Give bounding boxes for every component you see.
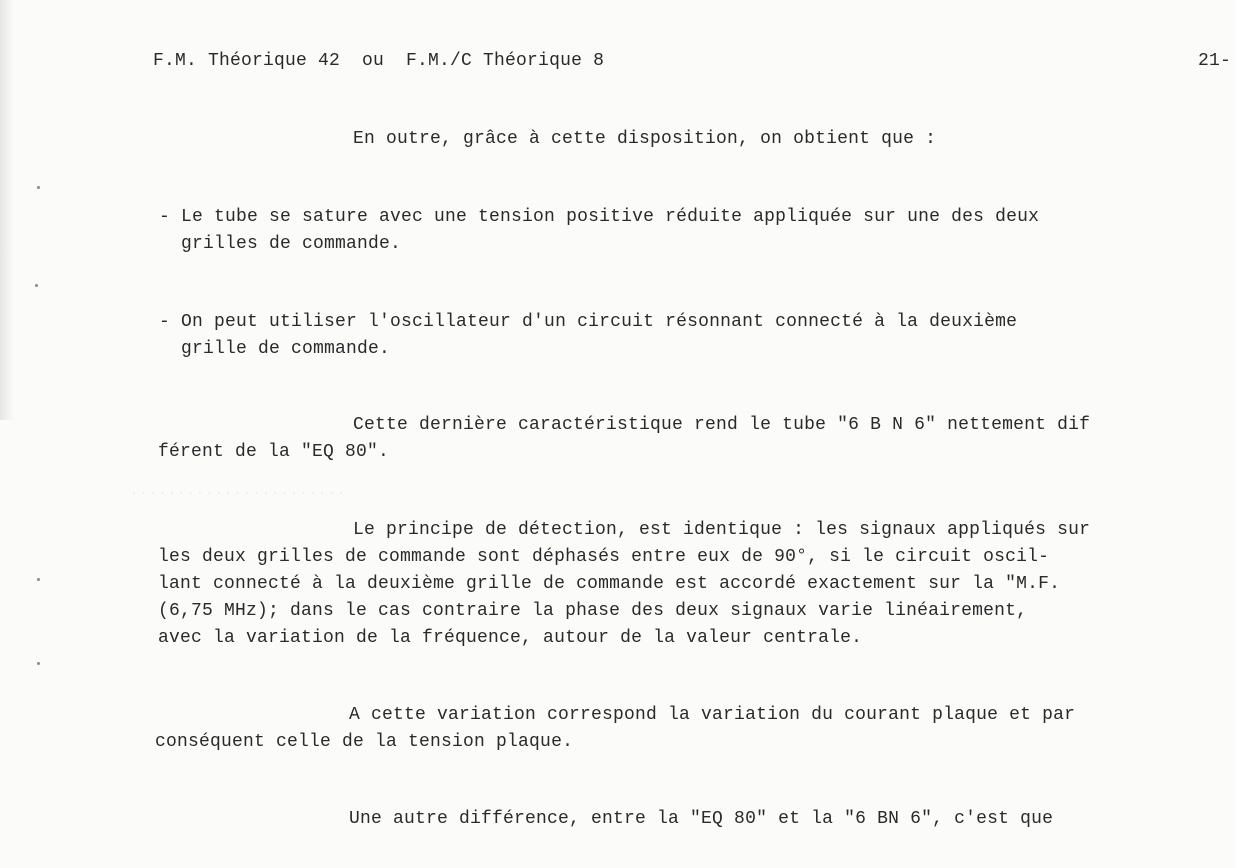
scan-edge-shadow [0, 0, 14, 420]
paragraph-line: A cette variation correspond la variation du courant plaque et par [349, 705, 1076, 725]
bullet-line: grille de commande. [159, 339, 391, 359]
page-number: 21- [1198, 51, 1232, 71]
paragraph-line: lant connecté à la deuxième grille de commande est accordé exactement sur la "M.F. [158, 574, 1061, 594]
scan-speck [37, 578, 40, 581]
bullet-line: - Le tube se sature avec une tension positive réduite appliquée sur une des deux [159, 207, 1040, 227]
paragraph-line: conséquent celle de la tension plaque. [155, 732, 574, 752]
bullet-line: grilles de commande. [159, 234, 402, 254]
paragraph-line: En outre, grâce à cette disposition, on obtient que : [353, 129, 937, 149]
paragraph-line: férent de la "EQ 80". [158, 442, 390, 462]
scan-speck [37, 186, 40, 189]
paragraph-line: Le principe de détection, est identique : les signaux appliqués sur [353, 520, 1091, 540]
paragraph-line: (6,75 MHz); dans le cas contraire la phase des deux signaux varie linéairement, [158, 601, 1028, 621]
paragraph-line: Cette dernière caractéristique rend le tube "6 B N 6" nettement dif [353, 415, 1091, 435]
scan-speck [37, 662, 40, 665]
bullet-line: - On peut utiliser l'oscillateur d'un circuit résonnant connecté à la deuxième [159, 312, 1018, 332]
paragraph-line: les deux grilles de commande sont déphasés entre eux de 90°, si le circuit oscil- [158, 547, 1050, 567]
header-title: F.M. Théorique 42 ou F.M./C Théorique 8 [153, 51, 605, 71]
scan-speck [35, 284, 38, 287]
paragraph-line: avec la variation de la fréquence, autour de la valeur centrale. [158, 628, 863, 648]
paragraph-line: Une autre différence, entre la "EQ 80" et la "6 BN 6", c'est que [349, 809, 1054, 829]
bleed-through-text: ······················· [130, 486, 347, 502]
